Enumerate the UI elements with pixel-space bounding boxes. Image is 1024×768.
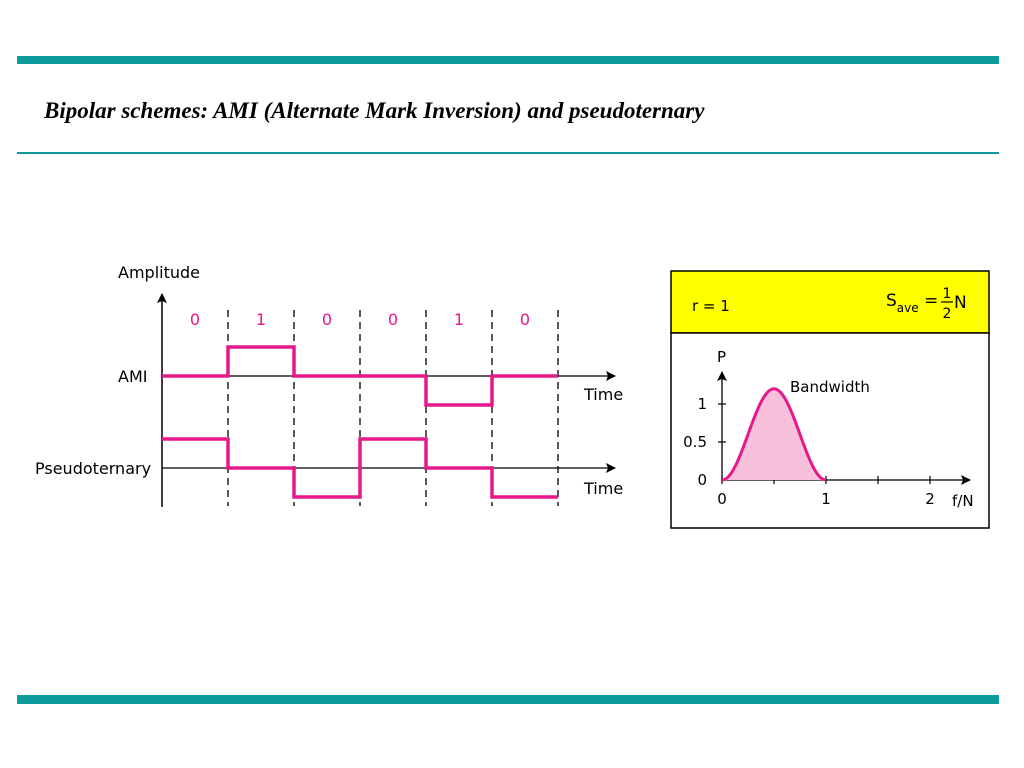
slide-title: Bipolar schemes: AMI (Alternate Mark Inversion) and pseudoternary [44, 98, 705, 123]
fraction-suffix: N [954, 293, 967, 313]
rate-label: r = 1 [692, 297, 730, 315]
pseudoternary-row-label: Pseudoternary [35, 459, 152, 478]
s-equals: = [918, 291, 939, 311]
fraction-denominator: 2 [942, 306, 952, 322]
x-tick-label: 2 [925, 490, 935, 508]
amplitude-axis-label: Amplitude [118, 263, 200, 282]
encoding-diagram [35, 263, 623, 507]
bandwidth-annotation: Bandwidth [790, 378, 870, 396]
bit-label: 1 [453, 310, 465, 329]
fraction-numerator: 1 [942, 286, 952, 302]
y-tick-label: 0.5 [683, 433, 707, 451]
ami-time-label: Time [584, 385, 624, 404]
bit-label: 0 [519, 310, 531, 329]
bit-label: 0 [387, 310, 399, 329]
spectrum-x-label: f/N [952, 492, 974, 510]
ami-row-label: AMI [118, 367, 148, 386]
bit-dividers [228, 310, 558, 506]
x-tick-label: 0 [717, 490, 727, 508]
bit-label: 0 [189, 310, 201, 329]
bit-label: 0 [321, 310, 333, 329]
s-subscript: ave [896, 301, 919, 315]
s-main: S [886, 291, 897, 311]
y-tick-label: 0 [697, 471, 707, 489]
pseudoternary-time-label: Time [584, 479, 624, 498]
x-tick-label: 1 [821, 490, 831, 508]
spectrum-panel [671, 271, 989, 528]
bit-label: 1 [255, 310, 267, 329]
spectrum-y-label: P [717, 348, 727, 366]
bottom-accent-bar [17, 695, 999, 704]
y-tick-label: 1 [697, 395, 707, 413]
